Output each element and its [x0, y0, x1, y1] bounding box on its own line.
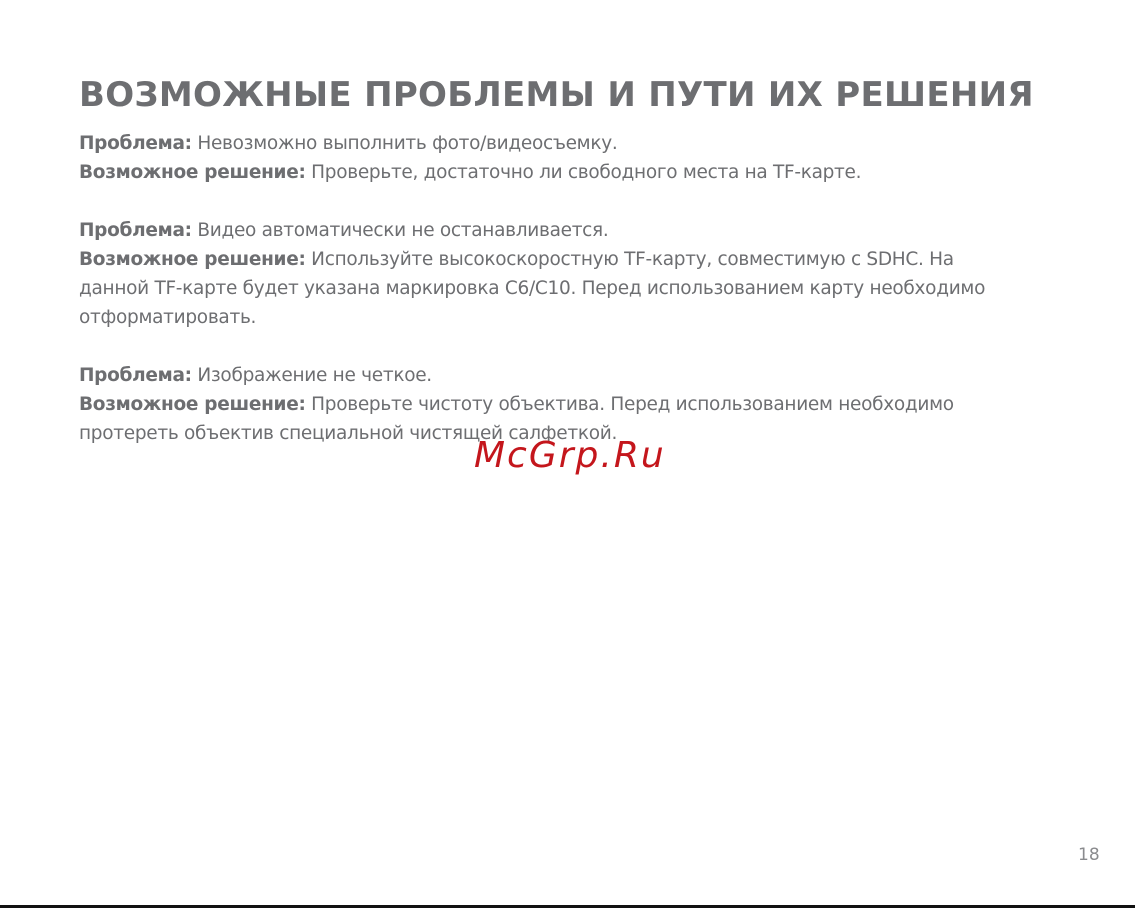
solution-label: Возможное решение:	[79, 249, 306, 270]
troubleshooting-content	[79, 129, 1069, 477]
issue-block	[79, 216, 1069, 332]
problem-text: Изображение не четкое.	[197, 365, 432, 386]
solution-text-continued: протереть объектив специальной чистящей салфеткой.	[79, 423, 618, 444]
problem-line	[79, 129, 1069, 158]
problem-text: Невозможно выполнить фото/видеосъемку.	[197, 133, 618, 154]
solution-line	[79, 390, 1069, 419]
problem-line	[79, 361, 1069, 390]
problem-label: Проблема:	[79, 365, 192, 386]
solution-text: Используйте высокоскоростную TF-карту, совместимую с SDHC. На	[311, 249, 954, 270]
problem-line	[79, 216, 1069, 245]
issue-block	[79, 129, 1069, 187]
watermark: McGrp.Ru	[474, 435, 666, 476]
page-title: ВОЗМОЖНЫЕ ПРОБЛЕМЫ И ПУТИ ИХ РЕШЕНИЯ	[79, 75, 1034, 115]
solution-text-continued: данной TF-карте будет указана маркировка C6/C10. Перед использованием карту необходимо	[79, 278, 986, 299]
solution-text-continued: отформатировать.	[79, 307, 257, 328]
solution-line	[79, 158, 1069, 187]
solution-line	[79, 245, 1069, 274]
solution-text: Проверьте чистоту объектива. Перед использованием необходимо	[311, 394, 954, 415]
problem-label: Проблема:	[79, 133, 192, 154]
solution-label: Возможное решение:	[79, 394, 306, 415]
page-number: 18	[1078, 845, 1100, 865]
solution-label: Возможное решение:	[79, 162, 306, 183]
solution-text: Проверьте, достаточно ли свободного места на TF-карте.	[311, 162, 862, 183]
problem-text: Видео автоматически не останавливается.	[197, 220, 609, 241]
problem-label: Проблема:	[79, 220, 192, 241]
